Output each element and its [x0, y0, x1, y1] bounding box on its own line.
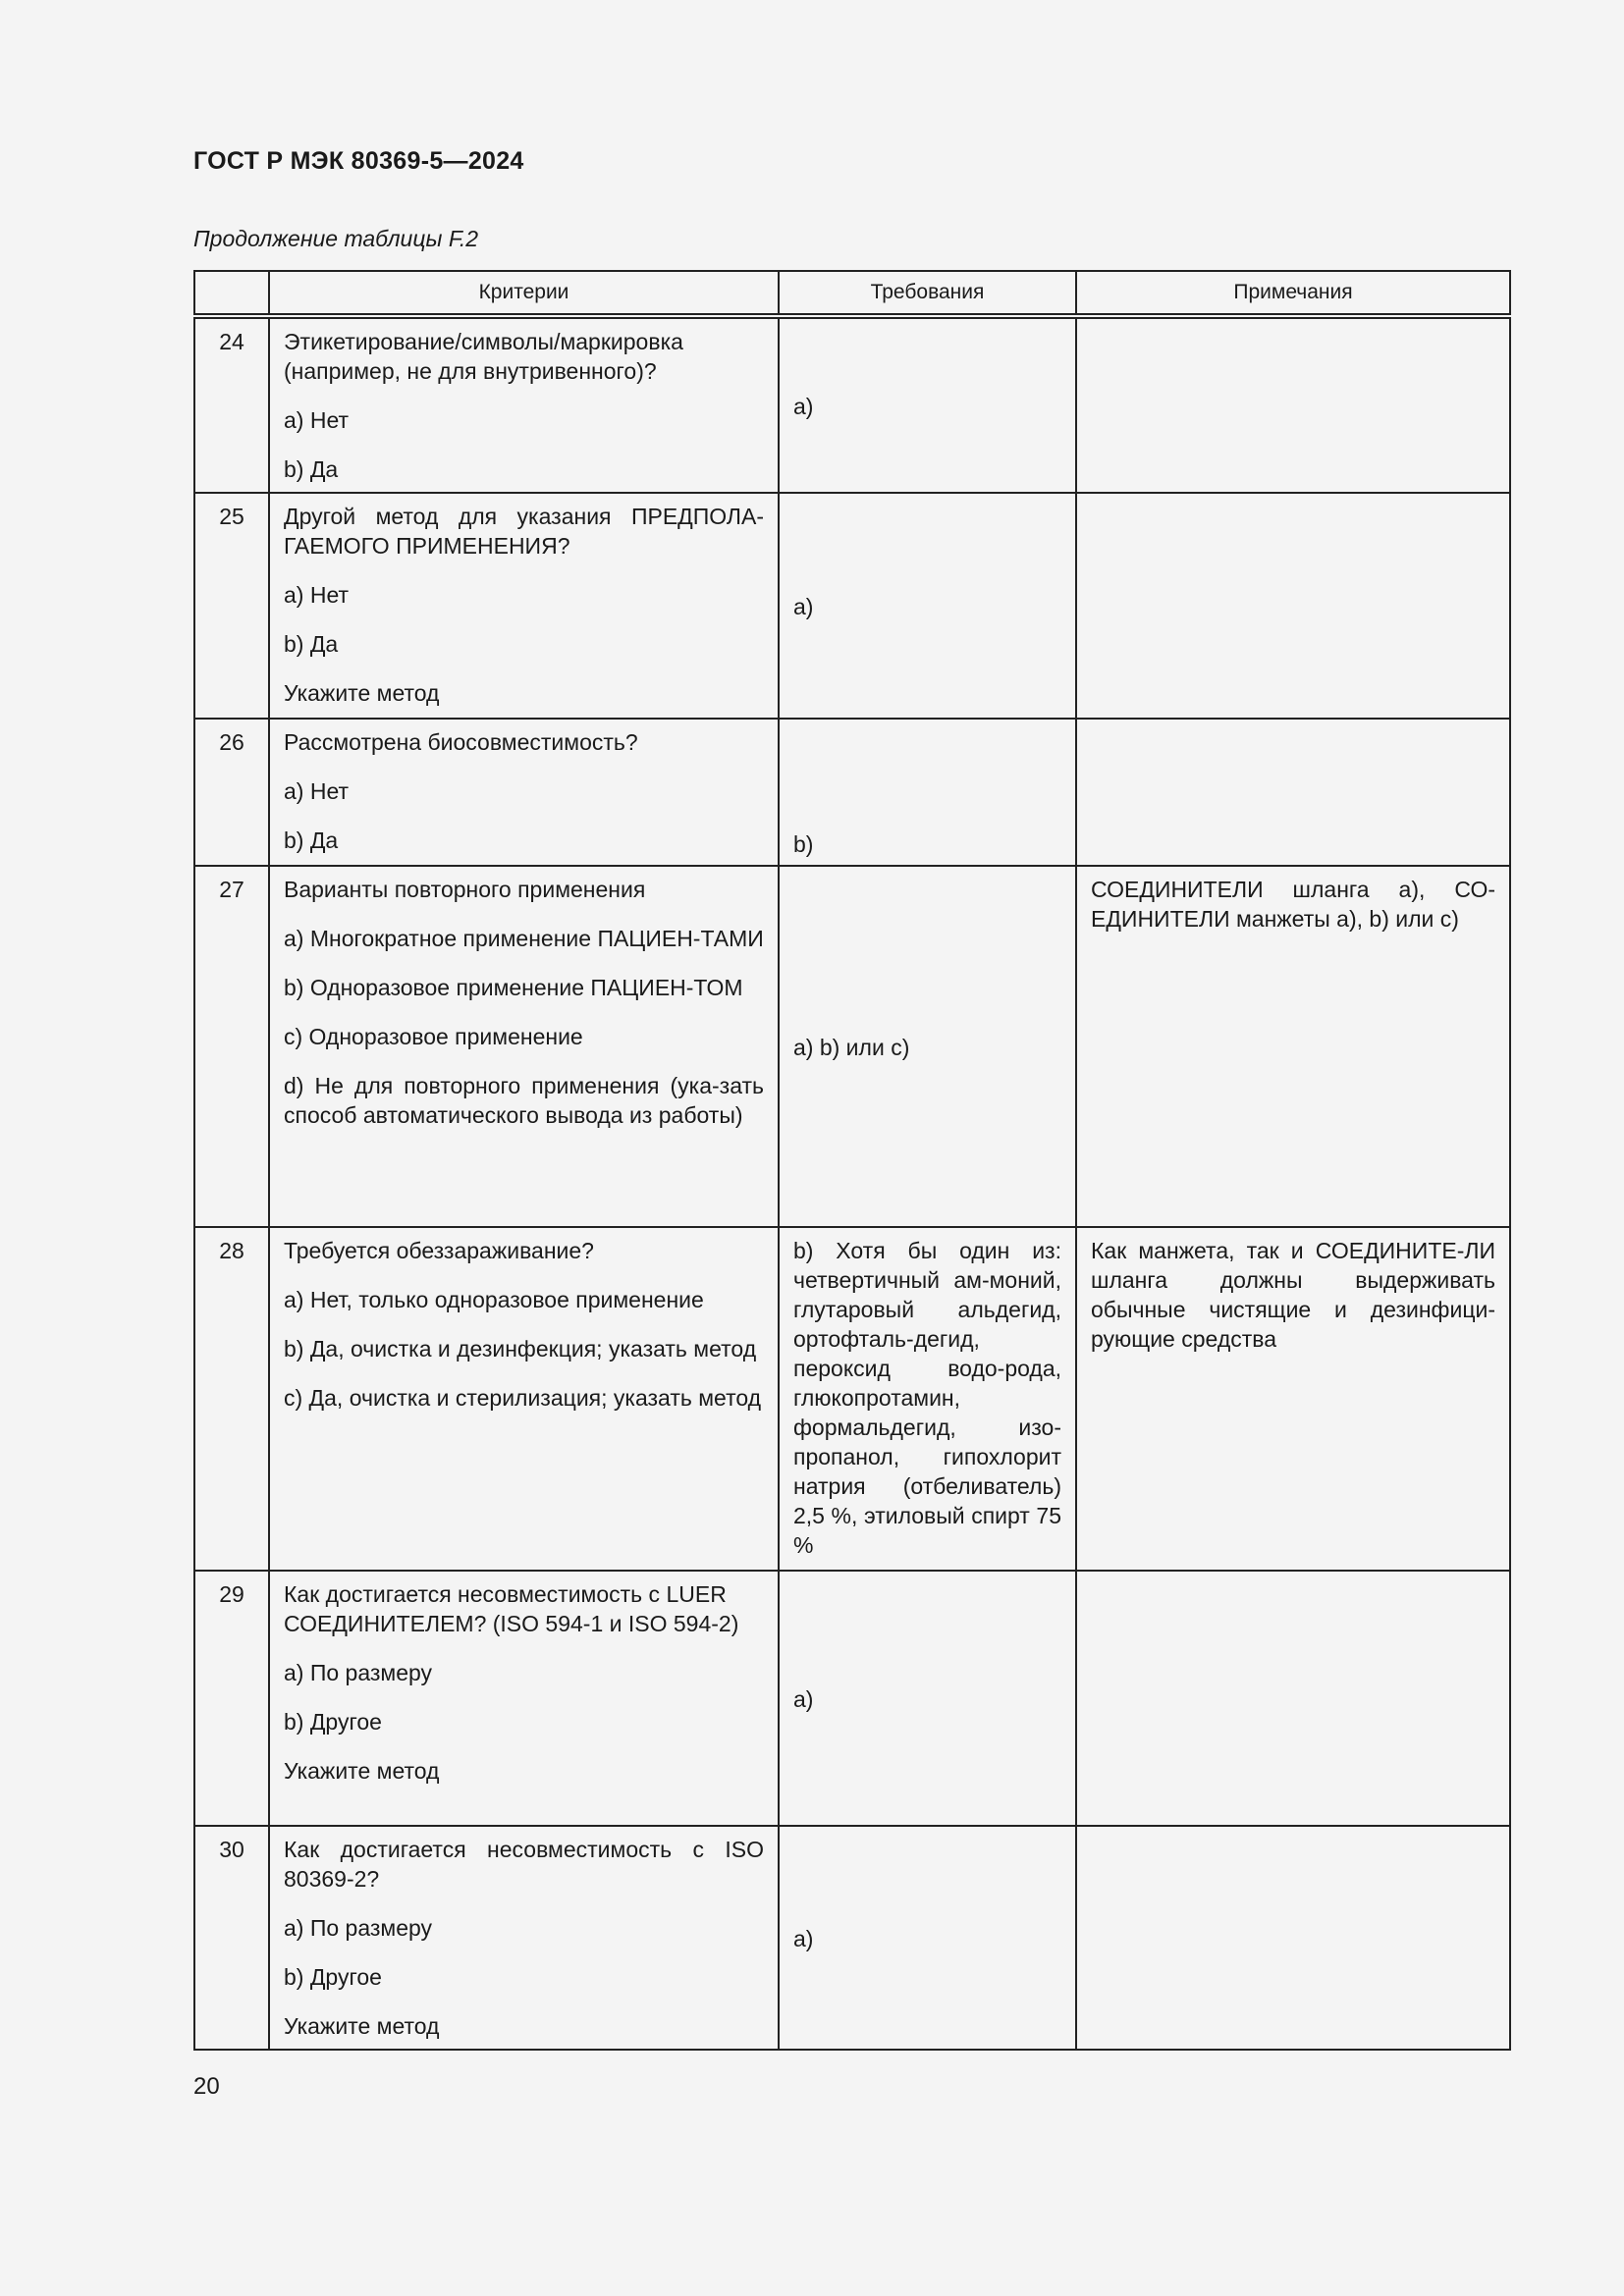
criteria-question: Другой метод для указания ПРЕДПОЛА-ГАЕМОГО ПРИМЕНЕНИЯ? — [284, 504, 764, 559]
notes-cell — [1076, 1227, 1510, 1571]
criteria-option: b) Да — [284, 631, 339, 657]
criteria-option: a) Нет — [284, 407, 350, 433]
requirements-text: a) — [793, 394, 814, 419]
notes-cell — [1076, 719, 1510, 866]
criteria-option: a) Многократное применение ПАЦИЕН-ТАМИ — [284, 926, 764, 951]
criteria-option: a) Нет, только одноразовое применение — [284, 1287, 704, 1312]
notes-cell — [1076, 493, 1510, 719]
table-row — [194, 316, 1510, 493]
criteria-option: Укажите метод — [284, 1758, 440, 1784]
notes-text: Как манжета, так и СОЕДИНИТЕ-ЛИ шланга должны выдерживать обычные чистящие и дезинфици-рующие средства — [1091, 1238, 1495, 1352]
table-header-row — [194, 271, 1510, 316]
row-number: 27 — [194, 866, 269, 1227]
criteria-question: Рассмотрена биосовместимость? — [284, 729, 638, 755]
row-number: 29 — [194, 1571, 269, 1826]
criteria-option: a) Нет — [284, 582, 350, 608]
criteria-question: Как достигается несовместимость с ISO 80369-2? — [284, 1837, 764, 1892]
requirements-cell — [779, 1826, 1076, 2050]
requirements-text: a) — [793, 1926, 814, 1951]
row-number: 26 — [194, 719, 269, 866]
table-row — [194, 719, 1510, 866]
requirements-cell — [779, 866, 1076, 1227]
criteria-option: a) По размеру — [284, 1915, 433, 1941]
page-number: 20 — [193, 2073, 220, 2100]
criteria-question: Как достигается несовместимость с LUER СОЕДИНИТЕЛЕМ? (ISO 594-1 и ISO 594-2) — [284, 1581, 739, 1636]
requirements-text: a) — [793, 594, 814, 619]
row-number: 28 — [194, 1227, 269, 1571]
criteria-question: Требуется обеззараживание? — [284, 1238, 594, 1263]
table-caption: Продолжение таблицы F.2 — [193, 226, 479, 251]
notes-cell — [1076, 316, 1510, 493]
criteria-option: a) Нет — [284, 778, 350, 804]
document-header: ГОСТ Р МЭК 80369-5—2024 — [193, 147, 524, 175]
criteria-option: Укажите метод — [284, 680, 440, 706]
header-criteria: Критерии — [269, 271, 779, 316]
criteria-question: Варианты повторного применения — [284, 877, 646, 902]
criteria-option: c) Да, очистка и стерилизация; указать метод — [284, 1385, 762, 1411]
requirements-text: a) — [793, 1686, 814, 1712]
criteria-option: a) По размеру — [284, 1660, 433, 1685]
requirements-text: b) — [793, 831, 814, 857]
requirements-cell — [779, 493, 1076, 719]
row-number: 30 — [194, 1826, 269, 2050]
notes-cell — [1076, 1571, 1510, 1826]
requirements-text: b) Хотя бы один из: четвертичный ам-моний, глутаровый альдегид, ортофталь-дегид, пероксид водо-рода, глюкопротамин, формальдегид, изо-пропанол, гипохлорит натрия (отбеливатель) 2,5 %, этиловый спирт 75 % — [793, 1238, 1061, 1558]
criteria-option: b) Да — [284, 456, 339, 482]
criteria-option: b) Другое — [284, 1709, 382, 1735]
header-notes: Примечания — [1076, 271, 1510, 316]
row-number: 24 — [194, 316, 269, 493]
criteria-table — [193, 270, 1511, 2051]
criteria-option: Укажите метод — [284, 2013, 440, 2039]
criteria-cell — [269, 1571, 779, 1826]
criteria-option: b) Одноразовое применение ПАЦИЕН-ТОМ — [284, 975, 743, 1000]
requirements-cell — [779, 719, 1076, 866]
header-requirements: Требования — [779, 271, 1076, 316]
table-row — [194, 1227, 1510, 1571]
criteria-question: Этикетирование/символы/маркировка (например, не для внутривенного)? — [284, 329, 683, 384]
row-number: 25 — [194, 493, 269, 719]
header-num — [194, 271, 269, 316]
notes-cell — [1076, 1826, 1510, 2050]
table-row — [194, 493, 1510, 719]
criteria-cell — [269, 316, 779, 493]
criteria-cell — [269, 866, 779, 1227]
table-row — [194, 1571, 1510, 1826]
table-row — [194, 1826, 1510, 2050]
criteria-cell — [269, 719, 779, 866]
criteria-cell — [269, 493, 779, 719]
criteria-option: d) Не для повторного применения (ука-зать способ автоматического вывода из работы) — [284, 1073, 764, 1128]
notes-cell — [1076, 866, 1510, 1227]
table-row — [194, 866, 1510, 1227]
criteria-cell — [269, 1826, 779, 2050]
criteria-option: b) Да, очистка и дезинфекция; указать метод — [284, 1336, 757, 1362]
criteria-option: b) Да — [284, 828, 339, 853]
requirements-cell — [779, 1571, 1076, 1826]
requirements-text: a) b) или c) — [793, 1035, 910, 1060]
requirements-cell — [779, 316, 1076, 493]
criteria-option: b) Другое — [284, 1964, 382, 1990]
requirements-cell — [779, 1227, 1076, 1571]
notes-text: СОЕДИНИТЕЛИ шланга a), СО-ЕДИНИТЕЛИ манжеты a), b) или c) — [1091, 877, 1495, 932]
criteria-cell — [269, 1227, 779, 1571]
criteria-option: c) Одноразовое применение — [284, 1024, 583, 1049]
